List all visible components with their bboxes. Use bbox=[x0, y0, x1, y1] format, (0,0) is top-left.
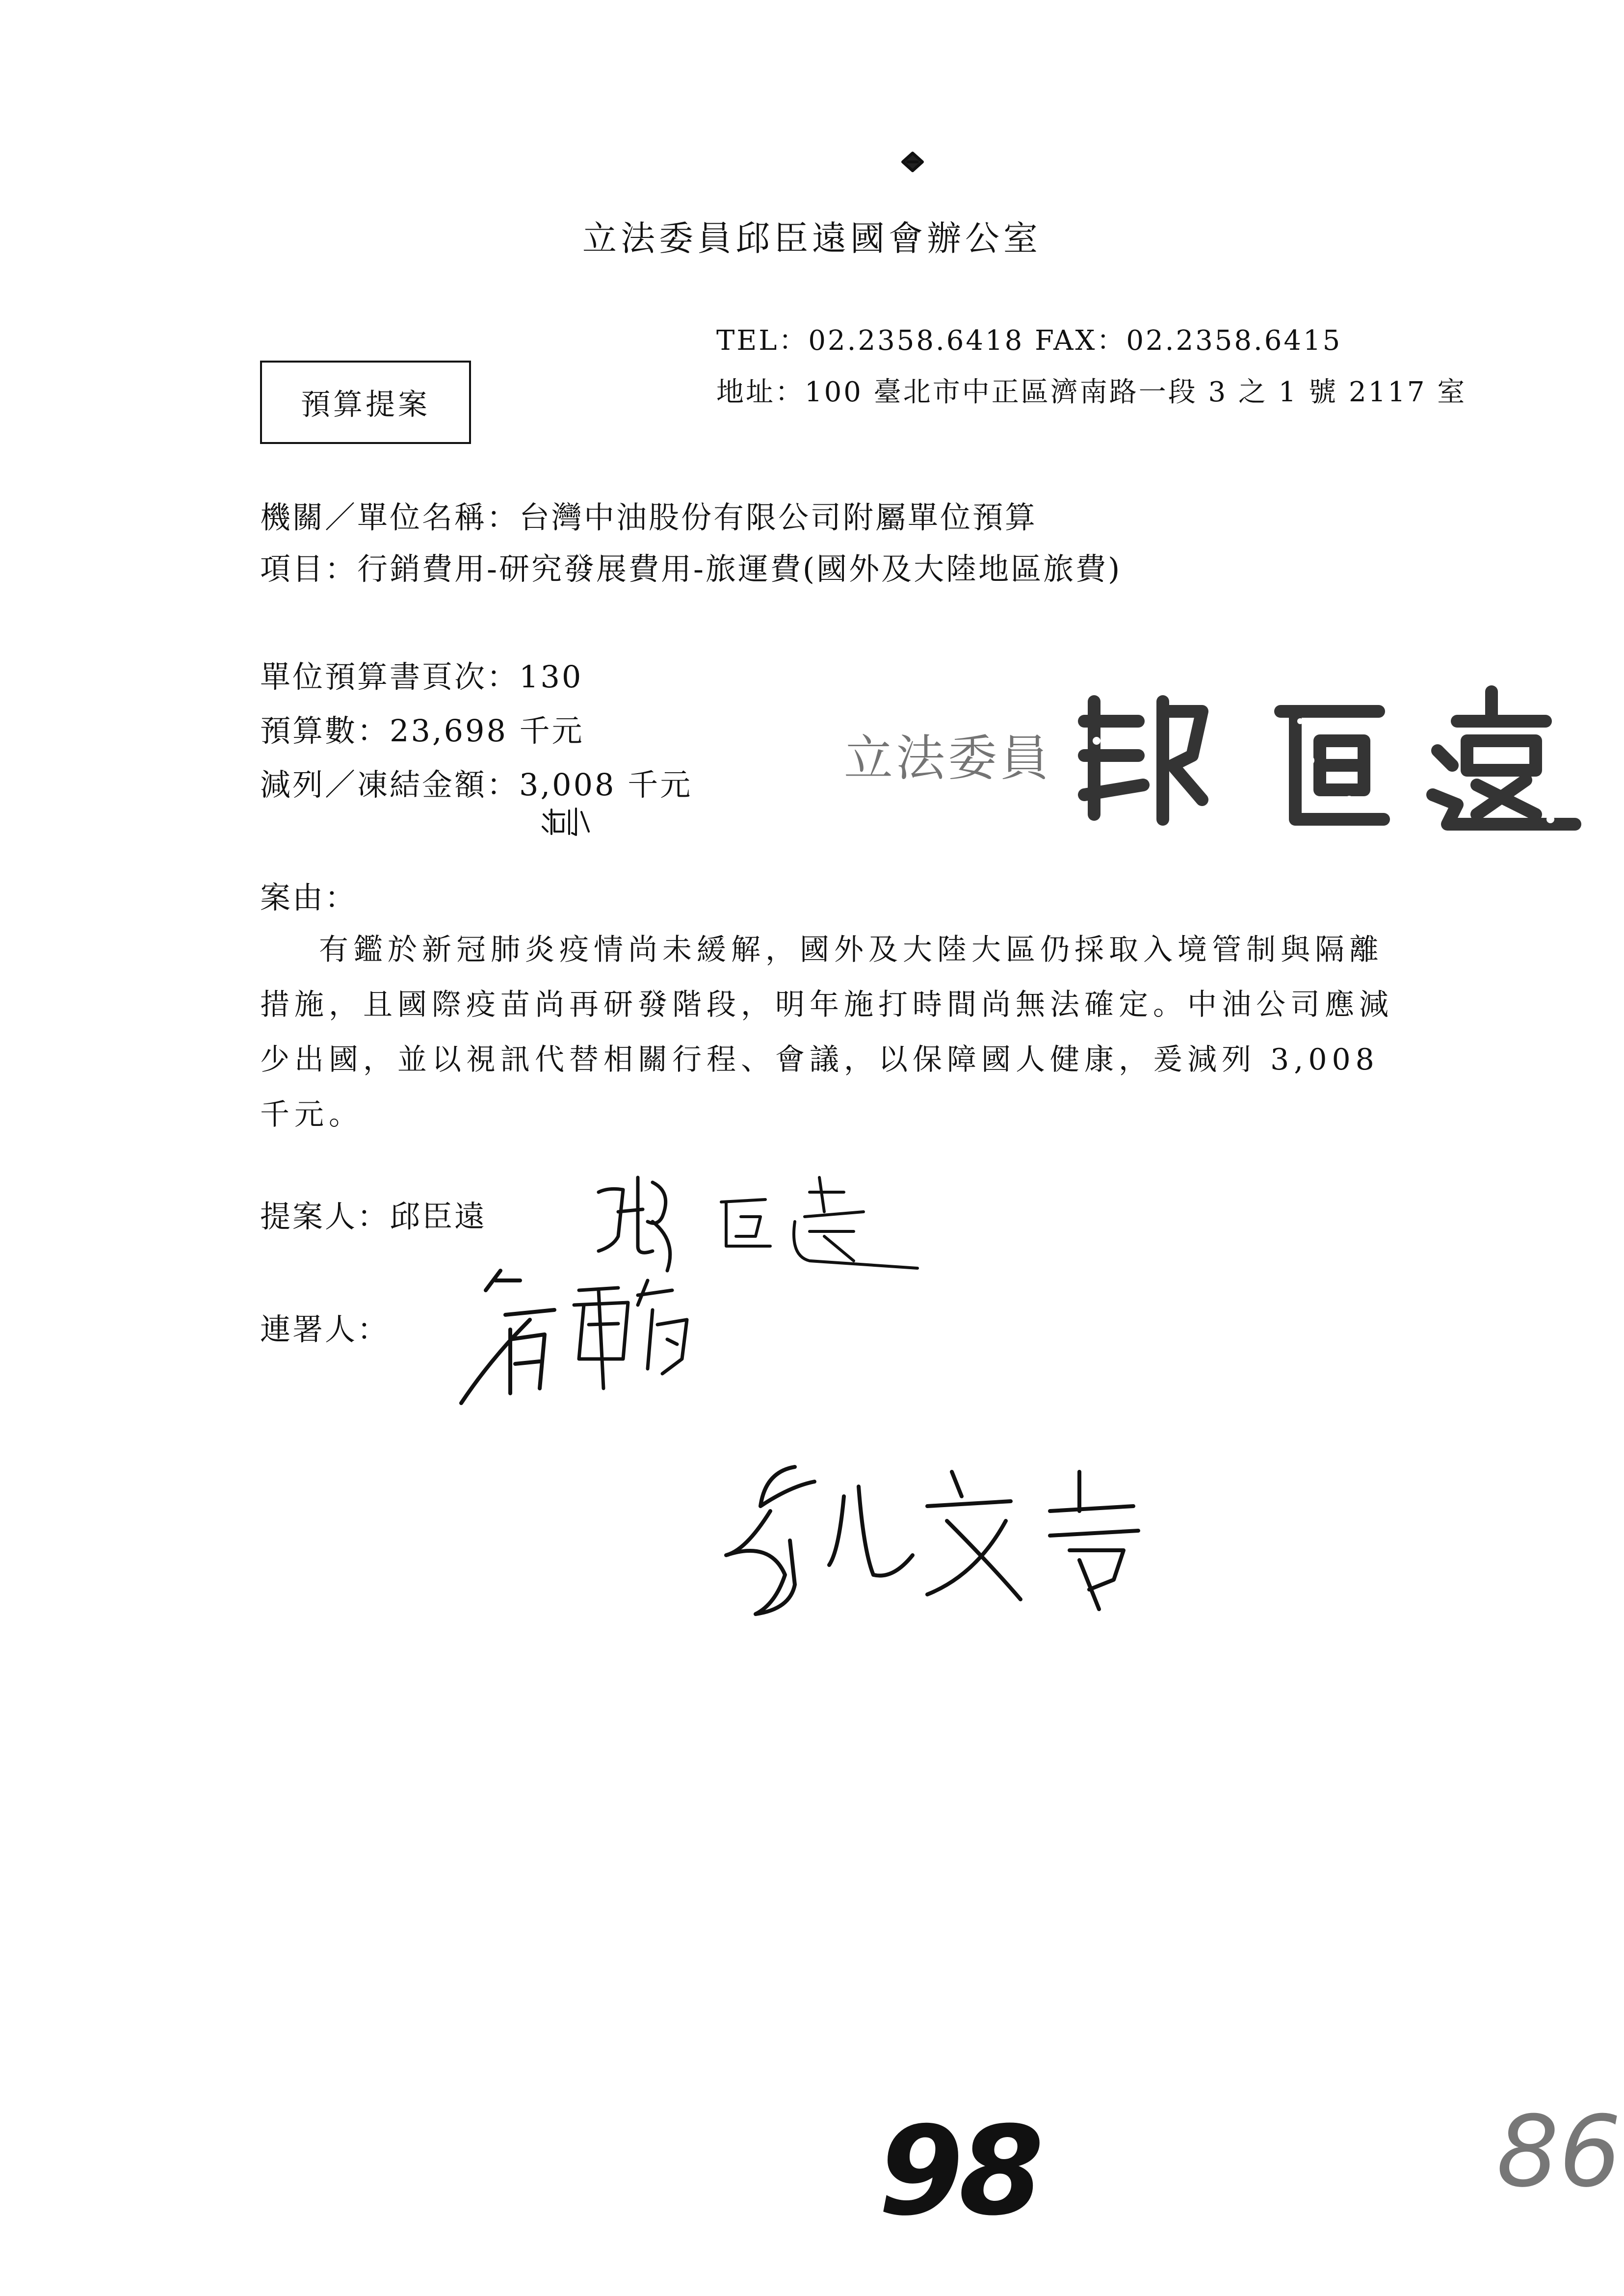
proposer-handwritten-signature bbox=[579, 1163, 932, 1276]
proposer-line: 提案人：邱臣遠 bbox=[260, 1199, 487, 1234]
proposal-type-box: 預算提案 bbox=[260, 361, 471, 444]
cosigner-handwritten-signature-2 bbox=[716, 1452, 1158, 1629]
budget-amount-line: 預算數：23,698 千元 bbox=[260, 713, 584, 749]
svg-text:立法委員: 立法委員 bbox=[844, 730, 1052, 787]
cosigner-handwritten-signature-1 bbox=[442, 1261, 697, 1408]
page-number-handwritten-large: 98 bbox=[878, 2100, 1039, 2243]
reason-body: 有鑑於新冠肺炎疫情尚未緩解，國外及大陸大區仍採取入境管制與隔離措施，且國際疫苗尚再研發階段，明年施打時間尚無法確定。中油公司應減少出國，並以視訊代替相關行程、會議，以保障國人健康，爰減列 3,008 千元。 bbox=[260, 933, 1393, 1132]
contact-address: 地址：100 臺北市中正區濟南路一段 3 之 1 號 2117 室 bbox=[716, 376, 1467, 408]
reason-label: 案由： bbox=[260, 880, 358, 915]
legislator-seal-stamp bbox=[839, 672, 1604, 839]
item-line: 項目：行銷費用-研究發展費用-旅運費(國外及大陸地區旅費) bbox=[260, 551, 1122, 587]
budget-page-line: 單位預算書頁次：130 bbox=[260, 659, 583, 695]
contact-tel: TEL：02.2358.6418 FAX：02.2358.6415 bbox=[716, 325, 1342, 357]
office-title: 立法委員邱臣遠國會辦公室 bbox=[582, 218, 1042, 259]
cut-amount-line: 減列／凍結金額：3,008 千元 bbox=[260, 767, 693, 803]
cut-annotation-handwriting bbox=[540, 805, 594, 839]
agency-line: 機關／單位名稱：台灣中油股份有限公司附屬單位預算 bbox=[260, 499, 1038, 535]
page-number-handwritten-small: 86 bbox=[1496, 2095, 1622, 2209]
top-mark-icon bbox=[898, 147, 927, 177]
cosigner-line: 連署人： bbox=[260, 1311, 390, 1347]
